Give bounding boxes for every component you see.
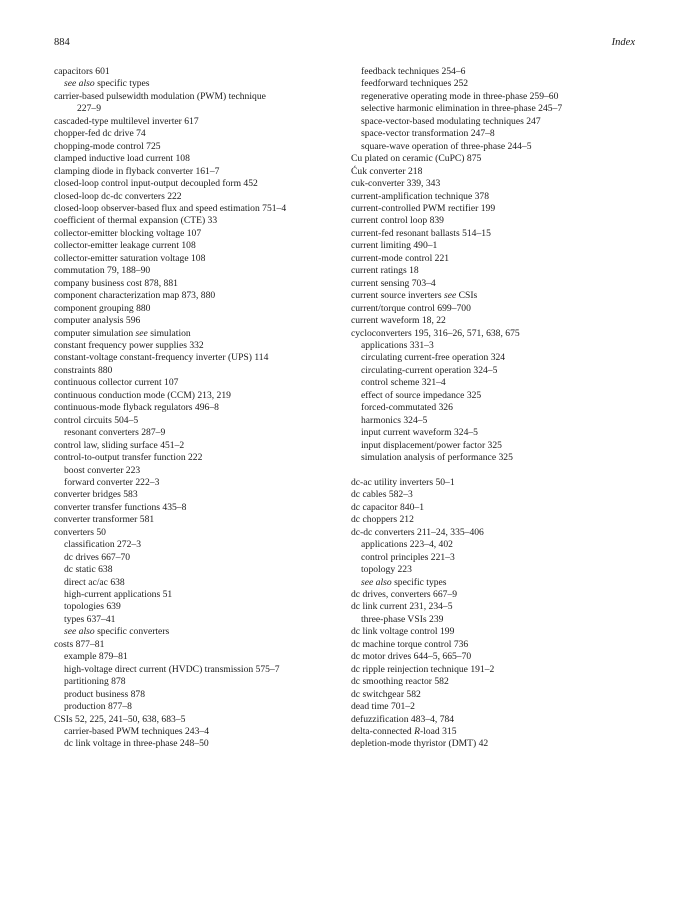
entry-text: specific types xyxy=(394,576,447,588)
index-entry xyxy=(351,328,651,340)
index-entry xyxy=(54,452,344,464)
index-entry xyxy=(54,278,344,290)
entry-text: classification 272–3 xyxy=(64,539,141,551)
see-also-label: see also xyxy=(64,78,95,90)
entry-text: dc choppers 212 xyxy=(351,514,414,526)
entry-text: applications 223–4, 402 xyxy=(361,539,453,551)
section-title: Index xyxy=(611,37,635,48)
entry-text: product business 878 xyxy=(64,688,146,700)
index-entry xyxy=(351,589,651,601)
entry-text: input current waveform 324–5 xyxy=(361,427,478,439)
index-entry xyxy=(54,303,344,315)
index-entry xyxy=(54,265,344,277)
entry-text: space-vector transformation 247–8 xyxy=(361,128,495,140)
entry-text: component grouping 880 xyxy=(54,302,151,314)
entry-text: high-current applications 51 xyxy=(64,589,173,601)
index-entry xyxy=(351,738,651,750)
index-subentry xyxy=(351,564,651,576)
index-subentry xyxy=(54,465,344,477)
entry-text: converter bridges 583 xyxy=(54,489,138,501)
entry-text: resonant converters 287–9 xyxy=(64,427,166,439)
index-entry xyxy=(54,527,344,539)
see-label: see xyxy=(443,290,457,302)
index-entry xyxy=(54,290,344,302)
index-subentry xyxy=(54,689,344,701)
index-subentry xyxy=(54,676,344,688)
index-subentry xyxy=(54,564,344,576)
index-entry xyxy=(54,203,344,215)
index-entry xyxy=(351,502,651,514)
entry-text: dc-dc converters 211–24, 335–406 xyxy=(351,526,484,538)
entry-text: commutation 79, 188–90 xyxy=(54,265,151,277)
entry-text: circulating current-free operation 324 xyxy=(361,352,506,364)
index-column-right xyxy=(351,66,651,751)
index-subentry xyxy=(54,664,344,676)
index-entry xyxy=(54,328,344,340)
index-gap xyxy=(351,465,651,477)
page-number: 884 xyxy=(54,37,70,48)
index-subentry xyxy=(351,539,651,551)
entry-text: forced-commutated 326 xyxy=(361,402,453,414)
entry-text: company business cost 878, 881 xyxy=(54,277,178,289)
see-label: R xyxy=(414,726,420,737)
entry-text: selective harmonic elimination in three-phase 245–7 xyxy=(361,103,563,115)
entry-text: cuk-converter 339, 343 xyxy=(351,178,441,190)
entry-text: production 877–8 xyxy=(64,701,132,713)
index-entry xyxy=(54,166,344,178)
index-subentry xyxy=(54,651,344,663)
entry-text: dc-ac utility inverters 50–1 xyxy=(351,476,455,488)
entry-text: types 637–41 xyxy=(64,613,116,625)
entry-text: dc machine torque control 736 xyxy=(351,638,469,650)
index-subentry xyxy=(351,78,651,90)
entry-text: current sensing 703–4 xyxy=(351,277,436,289)
index-subentry xyxy=(54,552,344,564)
entry-text: control circuits 504–5 xyxy=(54,414,139,426)
index-subentry xyxy=(351,415,651,427)
entry-text: dc capacitor 840–1 xyxy=(351,501,424,513)
entry-text: partitioning 878 xyxy=(64,676,126,688)
index-subentry xyxy=(54,577,344,589)
entry-text: carrier-based PWM techniques 243–4 xyxy=(64,726,209,738)
entry-text: current limiting 490–1 xyxy=(351,240,438,252)
entry-text: dc link voltage in three-phase 248–50 xyxy=(64,738,209,750)
entry-text: dc motor drives 644–5, 665–70 xyxy=(351,651,472,663)
index-subentry xyxy=(351,452,651,464)
entry-prefix: computer simulation xyxy=(54,327,136,339)
entry-text: forward converter 222–3 xyxy=(64,476,160,488)
entry-text: regenerative operating mode in three-phase 259–60 xyxy=(361,90,559,102)
index-subentry xyxy=(351,427,651,439)
index-subentry xyxy=(351,390,651,402)
entry-text: simulation analysis of performance 325 xyxy=(361,452,513,464)
entry-text: circulating-current operation 324–5 xyxy=(361,364,498,376)
entry-text: clamping diode in flyback converter 161–7 xyxy=(54,165,220,177)
entry-text: costs 877–81 xyxy=(54,638,105,650)
entry-text: current-controlled PWM rectifier 199 xyxy=(351,202,496,214)
entry-text: dc ripple reinjection technique 191–2 xyxy=(351,663,495,675)
index-entry xyxy=(54,415,344,427)
entry-text: control law, sliding surface 451–2 xyxy=(54,439,185,451)
index-subentry xyxy=(351,365,651,377)
index-subentry xyxy=(54,477,344,489)
entry-text: three-phase VSIs 239 xyxy=(361,613,444,625)
entry-text: chopper-fed dc drive 74 xyxy=(54,128,146,140)
entry-text: current-mode control 221 xyxy=(351,252,450,264)
index-entry xyxy=(54,402,344,414)
entry-text: collector-emitter leakage current 108 xyxy=(54,240,196,252)
entry-text: collector-emitter saturation voltage 108 xyxy=(54,252,206,264)
index-entry xyxy=(351,664,651,676)
index-subentry xyxy=(54,738,344,750)
index-subentry xyxy=(54,427,344,439)
index-subentry xyxy=(351,340,651,352)
index-entry xyxy=(54,253,344,265)
index-entry xyxy=(54,514,344,526)
entry-text: specific converters xyxy=(97,626,170,638)
entry-text: current ratings 18 xyxy=(351,265,419,277)
page-header xyxy=(54,37,635,53)
entry-text: high-voltage direct current (HVDC) transmission 575–7 xyxy=(64,663,280,675)
index-entry xyxy=(54,191,344,203)
index-entry xyxy=(54,502,344,514)
entry-text: closed-loop dc-dc converters 222 xyxy=(54,190,182,202)
index-column-left xyxy=(54,66,344,751)
index-entry xyxy=(351,714,651,726)
entry-text: -load 315 xyxy=(420,726,457,737)
entry-text: dead time 701–2 xyxy=(351,701,415,713)
index-entry xyxy=(351,651,651,663)
index-subentry xyxy=(351,614,651,626)
entry-text: coefficient of thermal expansion (CTE) 33 xyxy=(54,215,218,227)
index-entry xyxy=(351,527,651,539)
index-entry xyxy=(54,215,344,227)
entry-text: effect of source impedance 325 xyxy=(361,389,482,401)
entry-text: 227–9 xyxy=(77,103,101,115)
index-entry xyxy=(351,726,651,738)
entry-text: continuous conduction mode (CCM) 213, 219 xyxy=(54,389,231,401)
index-entry xyxy=(54,440,344,452)
entry-text: square-wave operation of three-phase 244–5 xyxy=(361,140,532,152)
entry-text: specific types xyxy=(97,78,150,90)
index-entry xyxy=(54,178,344,190)
index-subentry xyxy=(54,601,344,613)
index-subentry xyxy=(351,116,651,128)
index-subentry xyxy=(54,726,344,738)
index-entry xyxy=(351,265,651,277)
entry-text: CSIs xyxy=(456,290,478,302)
index-entry xyxy=(351,676,651,688)
entry-text: simulation xyxy=(147,327,191,339)
entry-text: constant frequency power supplies 332 xyxy=(54,339,204,351)
entry-text: chopping-mode control 725 xyxy=(54,140,161,152)
index-entry xyxy=(54,390,344,402)
entry-text: cycloconverters 195, 316–26, 571, 638, 675 xyxy=(351,327,520,339)
index-subentry xyxy=(351,128,651,140)
entry-text: depletion-mode thyristor (DMT) 42 xyxy=(351,738,489,750)
index-subentry xyxy=(351,577,651,589)
entry-text: current control loop 839 xyxy=(351,215,444,227)
entry-text: Cu plated on ceramic (CuPC) 875 xyxy=(351,153,482,165)
index-entry xyxy=(54,489,344,501)
index-entry xyxy=(54,377,344,389)
entry-text: control scheme 321–4 xyxy=(361,377,446,389)
index-subentry xyxy=(351,103,651,115)
entry-text: boost converter 223 xyxy=(64,464,141,476)
index-entry xyxy=(54,116,344,128)
entry-text: dc link voltage control 199 xyxy=(351,626,455,638)
entry-text: dc static 638 xyxy=(64,564,113,576)
index-subentry xyxy=(351,66,651,78)
entry-text: dc link current 231, 234–5 xyxy=(351,601,453,613)
index-subentry xyxy=(54,589,344,601)
entry-text: direct ac/ac 638 xyxy=(64,576,125,588)
index-entry xyxy=(351,601,651,613)
index-subentry xyxy=(351,402,651,414)
see-also-label: see also xyxy=(64,626,95,638)
index-entry xyxy=(351,278,651,290)
index-subentry xyxy=(351,377,651,389)
index-entry xyxy=(54,315,344,327)
index-subentry xyxy=(351,440,651,452)
entry-text: harmonics 324–5 xyxy=(361,414,428,426)
entry-text: space-vector-based modulating techniques 247 xyxy=(361,115,541,127)
index-entry xyxy=(351,689,651,701)
index-entry xyxy=(54,240,344,252)
entry-text: topology 223 xyxy=(361,564,412,576)
entry-text: converter transformer 581 xyxy=(54,514,155,526)
entry-text: converter transfer functions 435–8 xyxy=(54,501,187,513)
entry-text: closed-loop control input-output decoupled form 452 xyxy=(54,178,258,190)
entry-text: clamped inductive load current 108 xyxy=(54,153,190,165)
entry-text: Ćuk converter 218 xyxy=(351,165,423,177)
index-subentry xyxy=(54,626,344,638)
index-subentry xyxy=(351,552,651,564)
entry-text: converters 50 xyxy=(54,526,106,538)
index-entry xyxy=(54,228,344,240)
index-subentry xyxy=(54,701,344,713)
entry-text: current-amplification technique 378 xyxy=(351,190,489,202)
entry-text: dc smoothing reactor 582 xyxy=(351,676,449,688)
index-entry xyxy=(351,639,651,651)
entry-text: defuzzification 483–4, 784 xyxy=(351,713,455,725)
entry-text: applications 331–3 xyxy=(361,339,434,351)
entry-prefix: current source inverters xyxy=(351,290,444,302)
entry-text: input displacement/power factor 325 xyxy=(361,439,502,451)
index-entry xyxy=(351,477,651,489)
entry-text: dc cables 582–3 xyxy=(351,489,413,501)
index-entry xyxy=(54,714,344,726)
entry-text: current-fed resonant ballasts 514–15 xyxy=(351,227,491,239)
index-entry xyxy=(54,340,344,352)
index-entry xyxy=(351,253,651,265)
entry-text: component characterization map 873, 880 xyxy=(54,290,216,302)
entry-text: control-to-output transfer function 222 xyxy=(54,452,203,464)
entry-text: cascaded-type multilevel inverter 617 xyxy=(54,115,199,127)
see-also-label: see also xyxy=(361,576,392,588)
index-entry xyxy=(351,203,651,215)
entry-text: feedback techniques 254–6 xyxy=(361,66,466,77)
entry-text: constant-voltage constant-frequency inverter (UPS) 114 xyxy=(54,352,269,364)
see-label: see xyxy=(135,327,148,339)
index-entry xyxy=(351,228,651,240)
entry-text: dc drives 667–70 xyxy=(64,551,131,563)
index-entry xyxy=(351,514,651,526)
entry-text: example 879–81 xyxy=(64,651,128,663)
entry-text: current/torque control 699–700 xyxy=(351,302,471,314)
index-entry xyxy=(351,191,651,203)
entry-text: current waveform 18, 22 xyxy=(351,315,446,327)
entry-text: topologies 639 xyxy=(64,601,121,613)
entry-text: continuous collector current 107 xyxy=(54,377,179,389)
index-entry xyxy=(351,215,651,227)
index-subentry xyxy=(54,614,344,626)
index-entry xyxy=(351,303,651,315)
entry-text: collector-emitter blocking voltage 107 xyxy=(54,227,202,239)
entry-text: capacitors 601 xyxy=(54,66,110,77)
index-subentry xyxy=(54,539,344,551)
index-entry xyxy=(351,240,651,252)
index-entry xyxy=(351,178,651,190)
index-subentry xyxy=(351,141,651,153)
index-entry xyxy=(54,639,344,651)
index-entry xyxy=(54,66,344,78)
index-entry xyxy=(54,153,344,165)
index-subentry xyxy=(54,78,344,90)
index-entry xyxy=(351,166,651,178)
entry-text: carrier-based pulsewidth modulation (PWM) technique xyxy=(54,90,266,102)
index-entry xyxy=(54,91,344,103)
index-subentry xyxy=(351,91,651,103)
index-subentry xyxy=(351,352,651,364)
index-entry xyxy=(54,128,344,140)
entry-text: dc drives, converters 667–9 xyxy=(351,589,458,601)
entry-text: dc switchgear 582 xyxy=(351,688,421,700)
index-subentry xyxy=(54,103,344,115)
entry-prefix: delta-connected xyxy=(351,726,415,737)
entry-text: feedforward techniques 252 xyxy=(361,78,469,90)
entry-text: control principles 221–3 xyxy=(361,551,455,563)
index-entry xyxy=(351,290,651,302)
index-entry xyxy=(351,626,651,638)
index-entry xyxy=(351,153,651,165)
entry-text: continuous-mode flyback regulators 496–8 xyxy=(54,402,219,414)
index-entry xyxy=(351,489,651,501)
index-entry xyxy=(54,141,344,153)
index-entry xyxy=(351,701,651,713)
entry-text: CSIs 52, 225, 241–50, 638, 683–5 xyxy=(54,713,186,725)
index-entry xyxy=(351,315,651,327)
index-entry xyxy=(54,365,344,377)
entry-text: constraints 880 xyxy=(54,364,113,376)
index-entry xyxy=(54,352,344,364)
entry-text: computer analysis 596 xyxy=(54,315,141,327)
entry-text: closed-loop observer-based flux and speed estimation 751–4 xyxy=(54,202,287,214)
